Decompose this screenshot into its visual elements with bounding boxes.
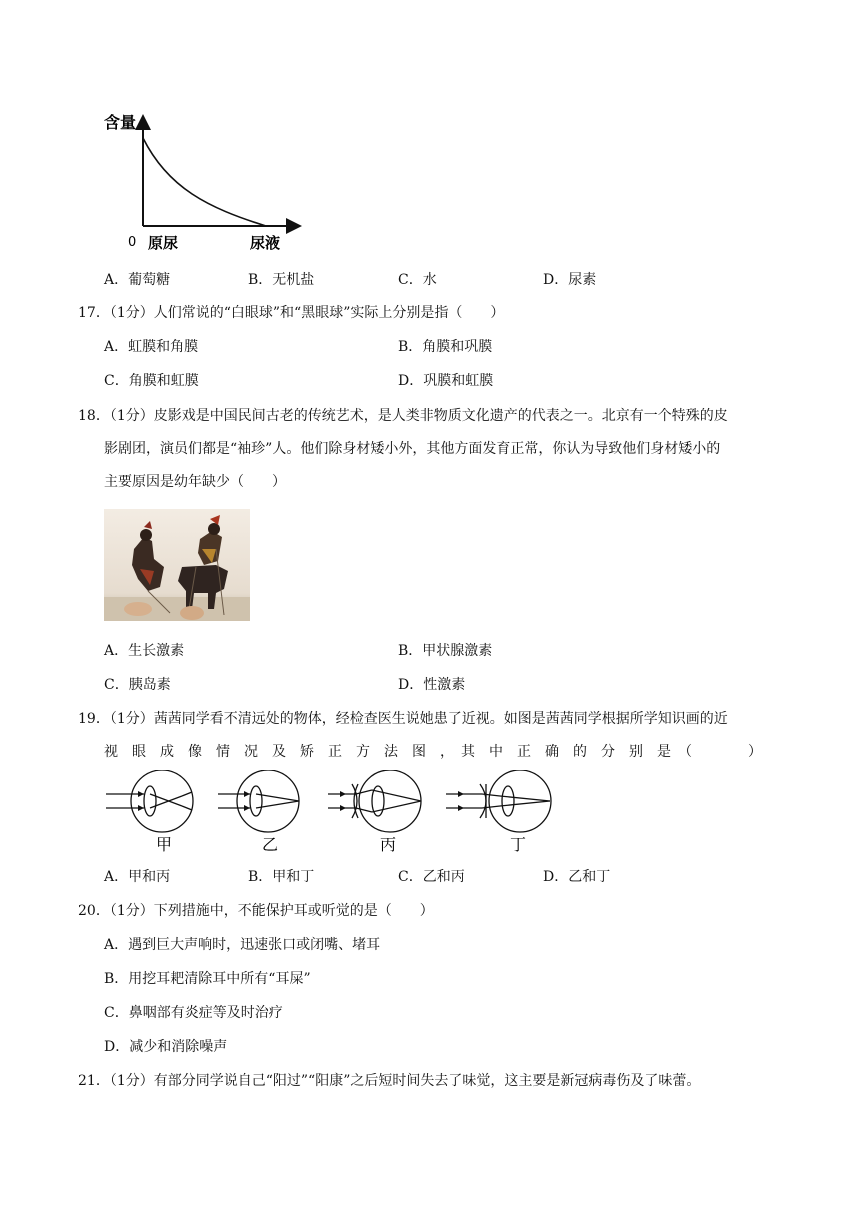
label-ding: 丁 [510, 835, 527, 854]
label-bing: 丙 [380, 835, 397, 854]
q16-option-c: C．水 [398, 272, 437, 288]
q20-stem: 20．（1分）下列措施中，不能保护耳或听觉的是（ ） [78, 903, 434, 919]
q16-option-b: B．无机盐 [248, 272, 315, 288]
shadow-puppet-photo [104, 509, 250, 621]
q19-option-b: B．甲和丁 [248, 869, 315, 885]
label-jia: 甲 [156, 835, 173, 854]
q17-option-d: D．巩膜和虹膜 [398, 373, 494, 389]
content-curve [143, 138, 266, 226]
x-label-primary-urine: 原尿 [148, 234, 179, 252]
q18-stem-line-1: 18．（1分）皮影戏是中国民间古老的传统艺术，是人类非物质文化遗产的代表之一。北京有一个特殊的皮 [78, 408, 728, 424]
q19-option-d: D．乙和丁 [543, 869, 611, 885]
q18-stem-line-3: 主要原因是幼年缺少（ ） [104, 474, 286, 490]
q20-option-c: C．鼻咽部有炎症等及时治疗 [104, 1005, 283, 1021]
q18-stem-line-2: 影剧团，演员们都是“袖珍”人。他们除身材矮小外，其他方面发育正常，你认为导致他们身材矮小的 [104, 441, 721, 457]
q18-option-b: B．甲状腺激素 [398, 643, 493, 659]
q19-option-c: C．乙和丙 [398, 869, 465, 885]
myopia-eye-diagrams [100, 770, 570, 856]
q18-option-d: D．性激素 [398, 677, 466, 693]
q17-option-b: B．角膜和巩膜 [398, 339, 493, 355]
q16-option-a: A．葡萄糖 [104, 272, 171, 288]
origin-label: 0 [128, 235, 137, 250]
q16-option-d: D．尿素 [543, 272, 597, 288]
q18-option-a: A．生长激素 [104, 643, 185, 659]
q19-stem-line-2: 视 眼 成 像 情 况 及 矫 正 方 法 图 ， 其 中 正 确 的 分 别 是 （ ） [104, 744, 762, 760]
q17-stem: 17．（1分）人们常说的“白眼球”和“黑眼球”实际上分别是指（ ） [78, 305, 505, 321]
label-yi: 乙 [262, 835, 279, 854]
q20-option-b: B．用挖耳耙清除耳中所有“耳屎” [104, 971, 311, 987]
q19-stem-line-1: 19．（1分）茜茜同学看不清远处的物体，经检查医生说她患了近视。如图是茜茜同学根据所学知识画的近 [78, 711, 728, 727]
q21-stem: 21．（1分）有部分同学说自己“阳过”“阳康”之后短时间失去了味觉，这主要是新冠病毒伤及了味蕾。 [78, 1073, 701, 1089]
q20-option-d: D．减少和消除噪声 [104, 1039, 228, 1055]
q16-graph [98, 108, 318, 258]
q20-option-a: A．遇到巨大声响时，迅速张口或闭嘴、堵耳 [104, 937, 381, 953]
q17-option-c: C．角膜和虹膜 [104, 373, 199, 389]
y-axis-label: 含量 [104, 113, 137, 132]
q17-option-a: A．虹膜和角膜 [104, 339, 199, 355]
q18-option-c: C．胰岛素 [104, 677, 171, 693]
x-label-urine: 尿液 [250, 234, 281, 252]
q19-option-a: A．甲和丙 [104, 869, 171, 885]
